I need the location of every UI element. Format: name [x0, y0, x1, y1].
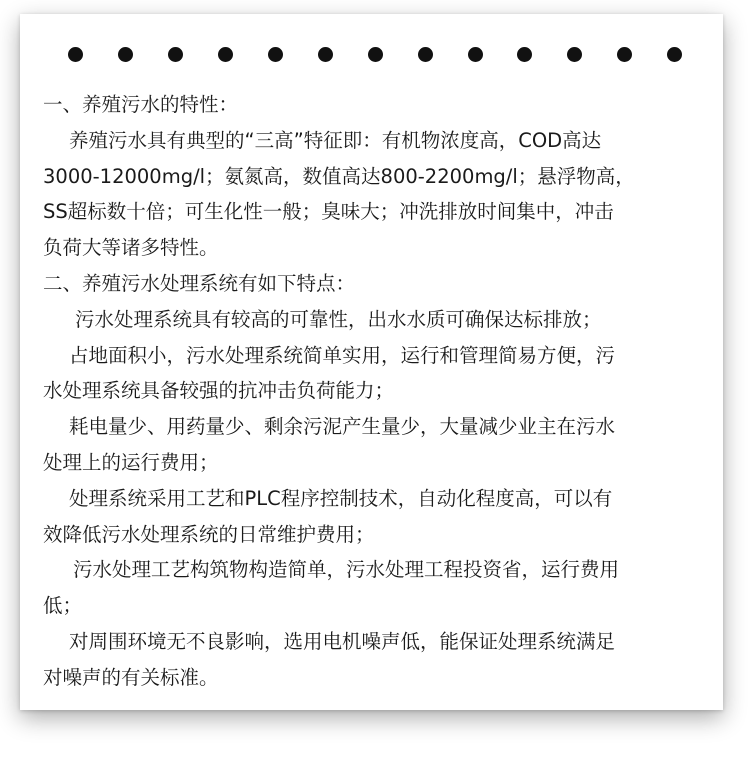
text-line: 耗电量少、用药量少、剩余污泥产生量少，大量减少业主在污水: [69, 415, 616, 439]
text-line: 污水处理工艺构筑物构造简单，污水处理工程投资省，运行费用: [73, 558, 620, 582]
dot-7: [368, 47, 383, 62]
dot-2: [118, 47, 133, 62]
document-body: [43, 87, 705, 696]
section-heading-features: 二、养殖污水处理系统有如下特点：: [43, 271, 356, 295]
dot-3: [168, 47, 183, 62]
dot-1: [68, 47, 83, 62]
text-line: SS超标数十倍；可生化性一般；臭味大；冲洗排放时间集中，冲击: [43, 200, 614, 224]
text-line: 低；: [43, 594, 83, 618]
dot-11: [567, 47, 582, 62]
text-line: 3000-12000mg/l；氨氮高，数值高达800-2200mg/l；悬浮物高，: [43, 164, 635, 188]
text-line: 对噪声的有关标准。: [43, 665, 219, 689]
text-line: 占地面积小，污水处理系统简单实用，运行和管理简易方便，污: [69, 343, 616, 367]
text-line: 负荷大等诸多特性。: [43, 236, 219, 260]
dot-13: [667, 47, 682, 62]
text-line: 对周围环境无不良影响，选用电机噪声低，能保证处理系统满足: [69, 629, 616, 653]
text-line: 水处理系统具备较强的抗冲击负荷能力；: [43, 379, 395, 403]
dot-4: [218, 47, 233, 62]
dot-5: [268, 47, 283, 62]
section-heading-characteristics: 一、养殖污水的特性：: [43, 93, 239, 116]
text-line: 污水处理系统具有较高的可靠性，出水水质可确保达标排放；: [75, 307, 602, 331]
text-line: 养殖污水具有典型的“三高”特征即：有机物浓度高，COD高达: [69, 128, 602, 152]
text-line: 处理上的运行费用；: [43, 450, 219, 474]
text-line: 处理系统采用工艺和PLC程序控制技术，自动化程度高，可以有: [69, 486, 613, 510]
dot-6: [318, 47, 333, 62]
document-card: [20, 14, 723, 710]
dot-9: [468, 47, 483, 62]
dot-12: [617, 47, 632, 62]
dot-8: [418, 47, 433, 62]
dot-10: [517, 47, 532, 62]
text-line: 效降低污水处理系统的日常维护费用；: [43, 522, 375, 546]
